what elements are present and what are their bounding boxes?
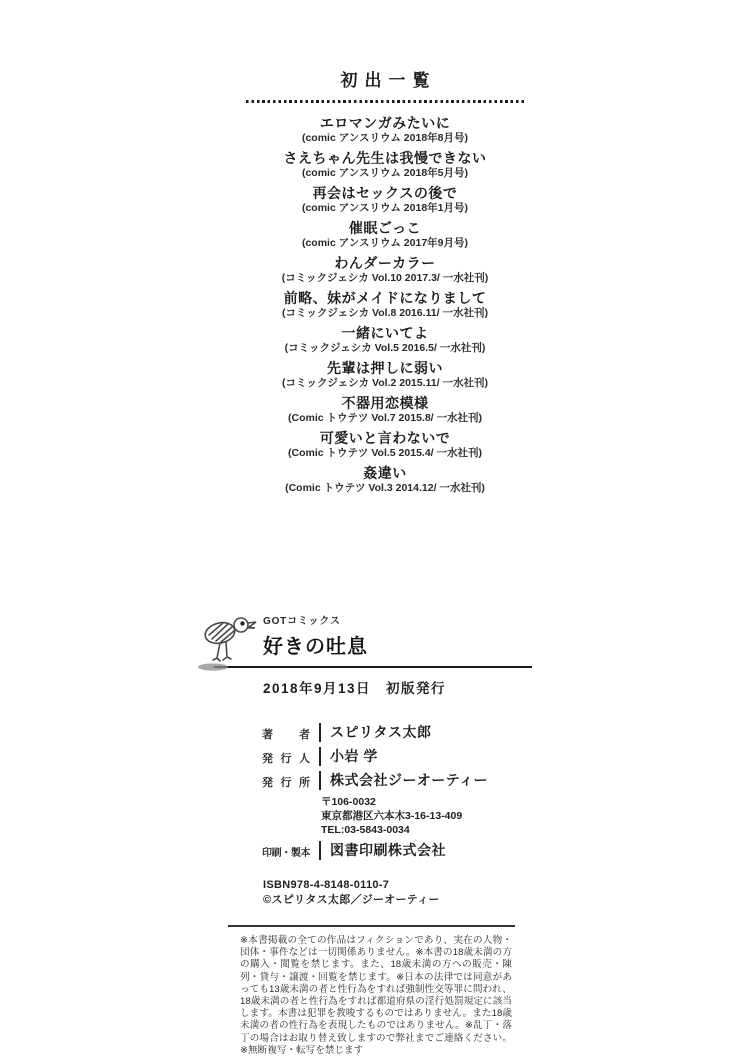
credit-label: 著者 (262, 729, 310, 741)
publication-entry (215, 255, 555, 285)
chapter-source: (コミックジェシカ Vol.10 2017.3/ 一水社刊) (281, 272, 489, 284)
copyright-notice: ©スピリタス太郎／ジーオーティー (263, 894, 440, 906)
publication-entry (215, 325, 555, 355)
credit-row-publisher-person (262, 747, 532, 766)
chapter-source: (comic アンスリウム 2017年9月号) (301, 237, 469, 249)
credit-value: 小岩 学 (319, 747, 378, 766)
chapter-title: 前略、妹がメイドになりまして (283, 290, 487, 306)
telephone: TEL:03-5843-0034 (321, 824, 410, 836)
chapter-title: エロマンガみたいに (319, 115, 451, 131)
chapter-title: 再会はセックスの後で (312, 185, 458, 201)
disclaimer-divider (228, 925, 515, 927)
publication-entry (215, 430, 555, 460)
chapter-source: (コミックジェシカ Vol.8 2016.11/ 一水社刊) (282, 307, 488, 319)
publisher-address (321, 795, 532, 837)
imprint-label: GOTコミックス (263, 616, 341, 627)
colophon-section (230, 612, 532, 1057)
chapter-title: 可愛いと言わないで (319, 430, 451, 446)
legal-disclaimer-text: ※本書掲載の全ての作品はフィクションであり、実在の人物・団体・事件などは一切関係ありません。※本書の18歳未満の方の購入・閲覧を禁じます。また、18歳未満の方への販売・陳列・貸与・譲渡・回覧を禁じます。※日本の法律では同意があっても13歳未満の者と性行為をすれば強制性交等罪に問われ、18歳未満の者と性行為をすれば都道府県の淫行処罰規定に該当します。本書は犯罪を教唆するものではありません。また18歳未満の者の性行為を表現したものではありません。※乱丁・落丁の場合はお取り替え致しますので弊社までご連絡ください。※無断複写・転写を禁じます (240, 935, 512, 1056)
dotted-divider (246, 100, 524, 103)
credit-value: 図書印刷株式会社 (319, 841, 446, 860)
chapter-title: 催眠ごっこ (348, 220, 422, 236)
credit-label: 発行所 (262, 777, 310, 789)
publication-entry (215, 220, 555, 250)
chapter-source: (comic アンスリウム 2018年1月号) (301, 202, 469, 214)
first-publication-section (215, 66, 555, 500)
book-title: 好きの吐息 (263, 636, 368, 658)
publication-entry (215, 465, 555, 495)
street-address: 東京都港区六本木3-16-13-409 (321, 810, 463, 822)
publication-entry (215, 360, 555, 390)
isbn-block (263, 878, 532, 908)
bird-mascot-icon (196, 614, 260, 676)
publication-entry (215, 395, 555, 425)
publication-entry (215, 150, 555, 180)
disclaimer-section (230, 925, 532, 1057)
first-publication-title: 初出一覧 (340, 71, 437, 90)
credit-label: 印刷・製本 (262, 848, 310, 859)
brand-block (263, 612, 532, 659)
chapter-source: (comic アンスリウム 2018年5月号) (301, 167, 469, 179)
chapter-title: 先輩は押しに弱い (327, 360, 443, 376)
credit-row-author (262, 723, 532, 742)
credit-row-printer (262, 841, 532, 860)
credit-value: スピリタス太郎 (319, 723, 432, 742)
chapter-source: (comic アンスリウム 2018年8月号) (301, 132, 469, 144)
chapter-title: わんダーカラー (334, 255, 436, 271)
publication-entry (215, 185, 555, 215)
chapter-title: 不器用恋模様 (341, 395, 429, 411)
chapter-title: 姦違い (363, 465, 407, 481)
credit-value: 株式会社ジーオーティー (319, 771, 488, 790)
credits-table (262, 723, 532, 860)
chapter-source: (Comic トウテツ Vol.3 2014.12/ 一水社刊) (285, 482, 485, 494)
title-underline (214, 666, 532, 668)
chapter-source: (Comic トウテツ Vol.5 2015.4/ 一水社刊) (288, 447, 482, 459)
chapter-source: (コミックジェシカ Vol.5 2016.5/ 一水社刊) (284, 342, 486, 354)
edition-date-line: 2018年9月13日 初版発行 (263, 681, 447, 696)
chapter-title: さえちゃん先生は我慢できない (283, 150, 487, 166)
credit-label: 発行人 (262, 753, 310, 765)
chapter-source: (コミックジェシカ Vol.2 2015.11/ 一水社刊) (282, 377, 488, 389)
credit-row-publisher-company (262, 771, 532, 790)
chapter-title: 一緒にいてよ (341, 325, 429, 341)
publication-entry (215, 290, 555, 320)
isbn-number: ISBN978-4-8148-0110-7 (263, 879, 390, 891)
postal-code: 〒106-0032 (321, 796, 376, 808)
chapter-source: (Comic トウテツ Vol.7 2015.8/ 一水社刊) (288, 412, 482, 424)
publication-entry (215, 115, 555, 145)
